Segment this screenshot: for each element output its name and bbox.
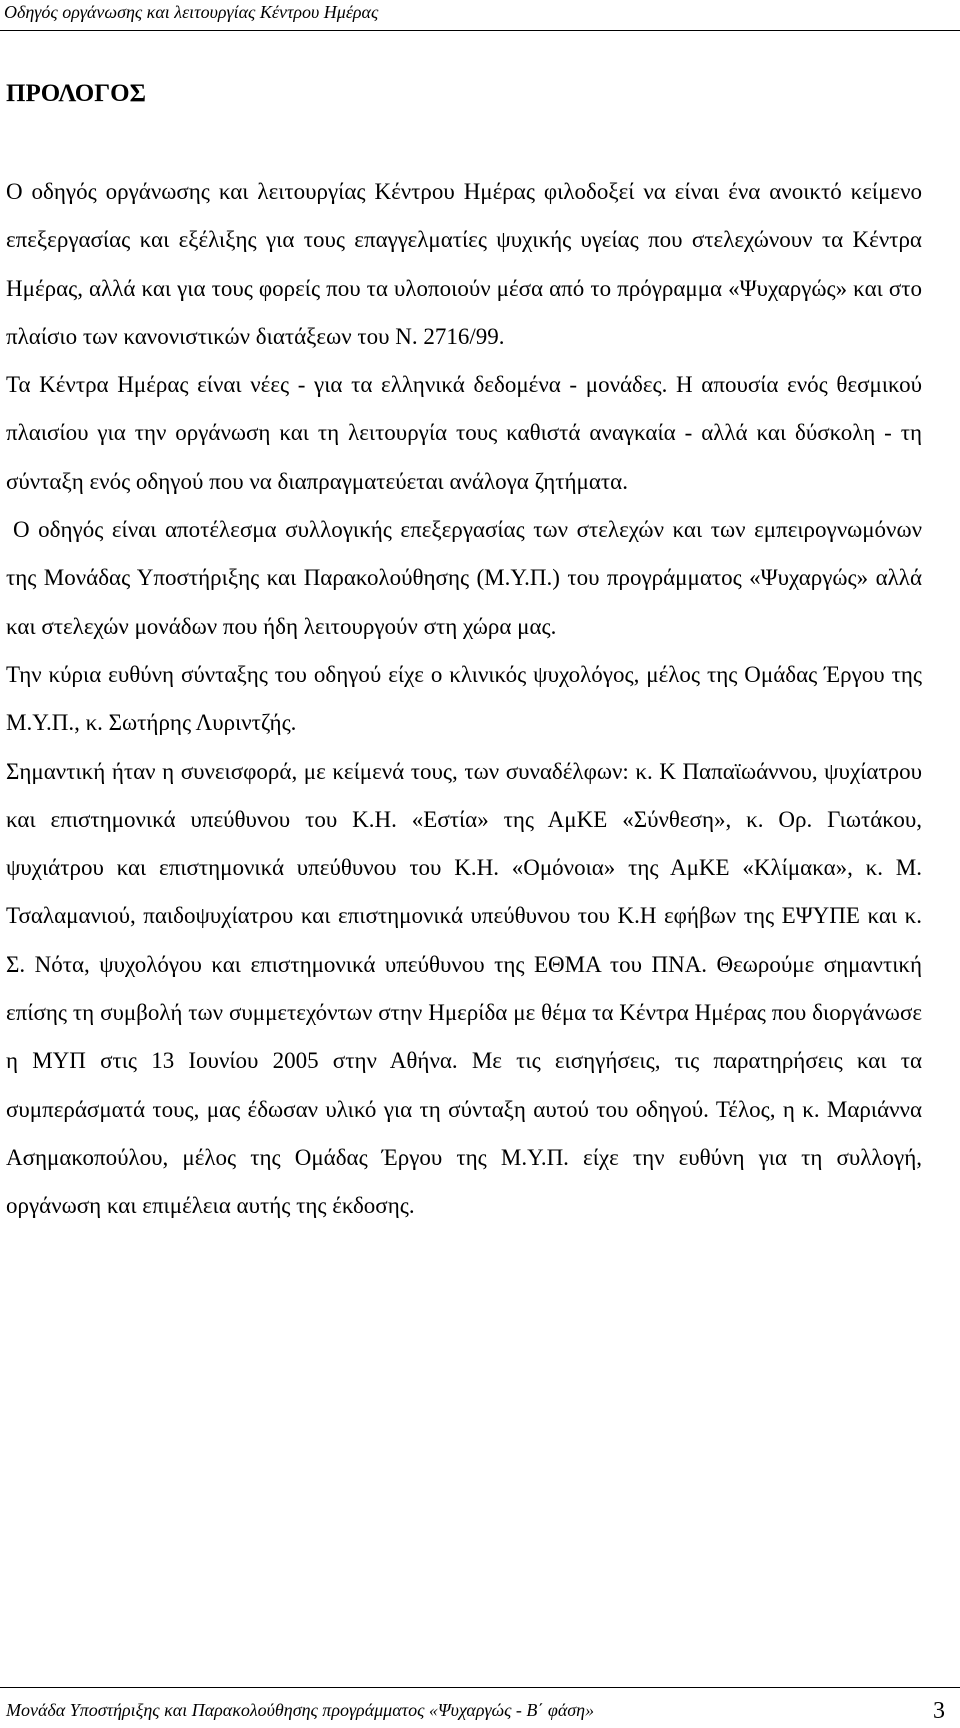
page-footer [0,1687,960,1728]
paragraph-contributors: Σημαντική ήταν η συνεισφορά, με κείμενά τους, των συναδέλφων: κ. Κ Παπαϊωάννου, ψυχίατρου και επιστημονικά υπεύθυνου του Κ.Η. «Εστία» της ΑμΚΕ «Σύνθεση», κ. Ορ. Γιωτάκου, ψυχιάτρου και επιστημονικά υπεύθυνου του Κ.Η. «Ομόνοια» της ΑμΚΕ «Κλίμακα», κ. Μ. Τσαλαμανιού, παιδοψυχίατρου και επιστημονικά υπεύθυνου του Κ.Η εφήβων της ΕΨΥΠΕ και κ. Σ. Νότα, ψυχολόγου και επιστημονικά υπεύθυνου της ΕΘΜΑ του ΠΝΑ. Θεωρούμε σημαντική επίσης τη συμβολή των συμμετεχόντων στην Ημερίδα με θέμα τα Κέντρα Ημέρας που διοργάνωσε η ΜΥΠ στις 13 Ιουνίου 2005 στην Αθήνα. Με τις εισηγήσεις, τις παρατηρήσεις και τα συμπεράσματά τους, μας έδωσαν υλικό για τη σύνταξη αυτού του οδηγού. Τέλος, η κ. Μαριάννα Ασημακοπούλου, μέλος της Ομάδας Έργου της Μ.Υ.Π. είχε την ευθύνη για τη συλλογή, οργάνωση και επιμέλεια αυτής της έκδοσης. [6,758,922,1219]
body-text [6,168,922,1231]
paragraph-collective-work: Ο οδηγός είναι αποτέλεσμα συλλογικής επεξεργασίας των στελεχών και των εμπειρογνωμόνων της Μονάδας Υποστήριξης και Παρακολούθησης (Μ.Υ.Π.) του προγράμματος «Ψυχαργώς» αλλά και στελεχών μονάδων που ήδη λειτουργούν στη χώρα μας. [6,517,922,639]
page-header [0,0,960,31]
paragraph-day-centers: Τα Κέντρα Ημέρας είναι νέες - για τα ελληνικά δεδομένα - μονάδες. Η απουσία ενός θεσμικού πλαισίου για την οργάνωση και τη λειτουργία τους καθιστά αναγκαία - αλλά και δύσκολη - τη σύνταξη ενός οδηγού που να διαπραγματεύεται ανάλογα ζητήματα. [6,372,922,494]
paragraph-intro: Ο οδηγός οργάνωσης και λειτουργίας Κέντρου Ημέρας φιλοδοξεί να είναι ένα ανοικτό κείμενο επεξεργασίας και εξέλιξης για τους επαγγελματίες ψυχικής υγείας που στελεχώνουν τα Κέντρα Ημέρας, αλλά και για τους φορείς που τα υλοποιούν μέσα από το πρόγραμμα «Ψυχαργώς» και στο πλαίσιο των κανονιστικών διατάξεων του Ν. 2716/99. [6,179,922,349]
paragraph-main-author: Την κύρια ευθύνη σύνταξης του οδηγού είχε ο κλινικός ψυχολόγος, μέλος της Ομάδας Έργου της Μ.Υ.Π., κ. Σωτήρης Λυριντζής. [6,661,922,736]
page-title: ΠΡΟΛΟΓΟΣ [6,80,146,107]
page-number: 3 [933,1698,945,1724]
running-footer: Μονάδα Υποστήριξης και Παρακολούθησης προγράμματος «Ψυχαργώς - Β΄ φάση» [6,1700,595,1720]
running-header: Οδηγός οργάνωσης και λειτουργίας Κέντρου Ημέρας [4,2,379,22]
